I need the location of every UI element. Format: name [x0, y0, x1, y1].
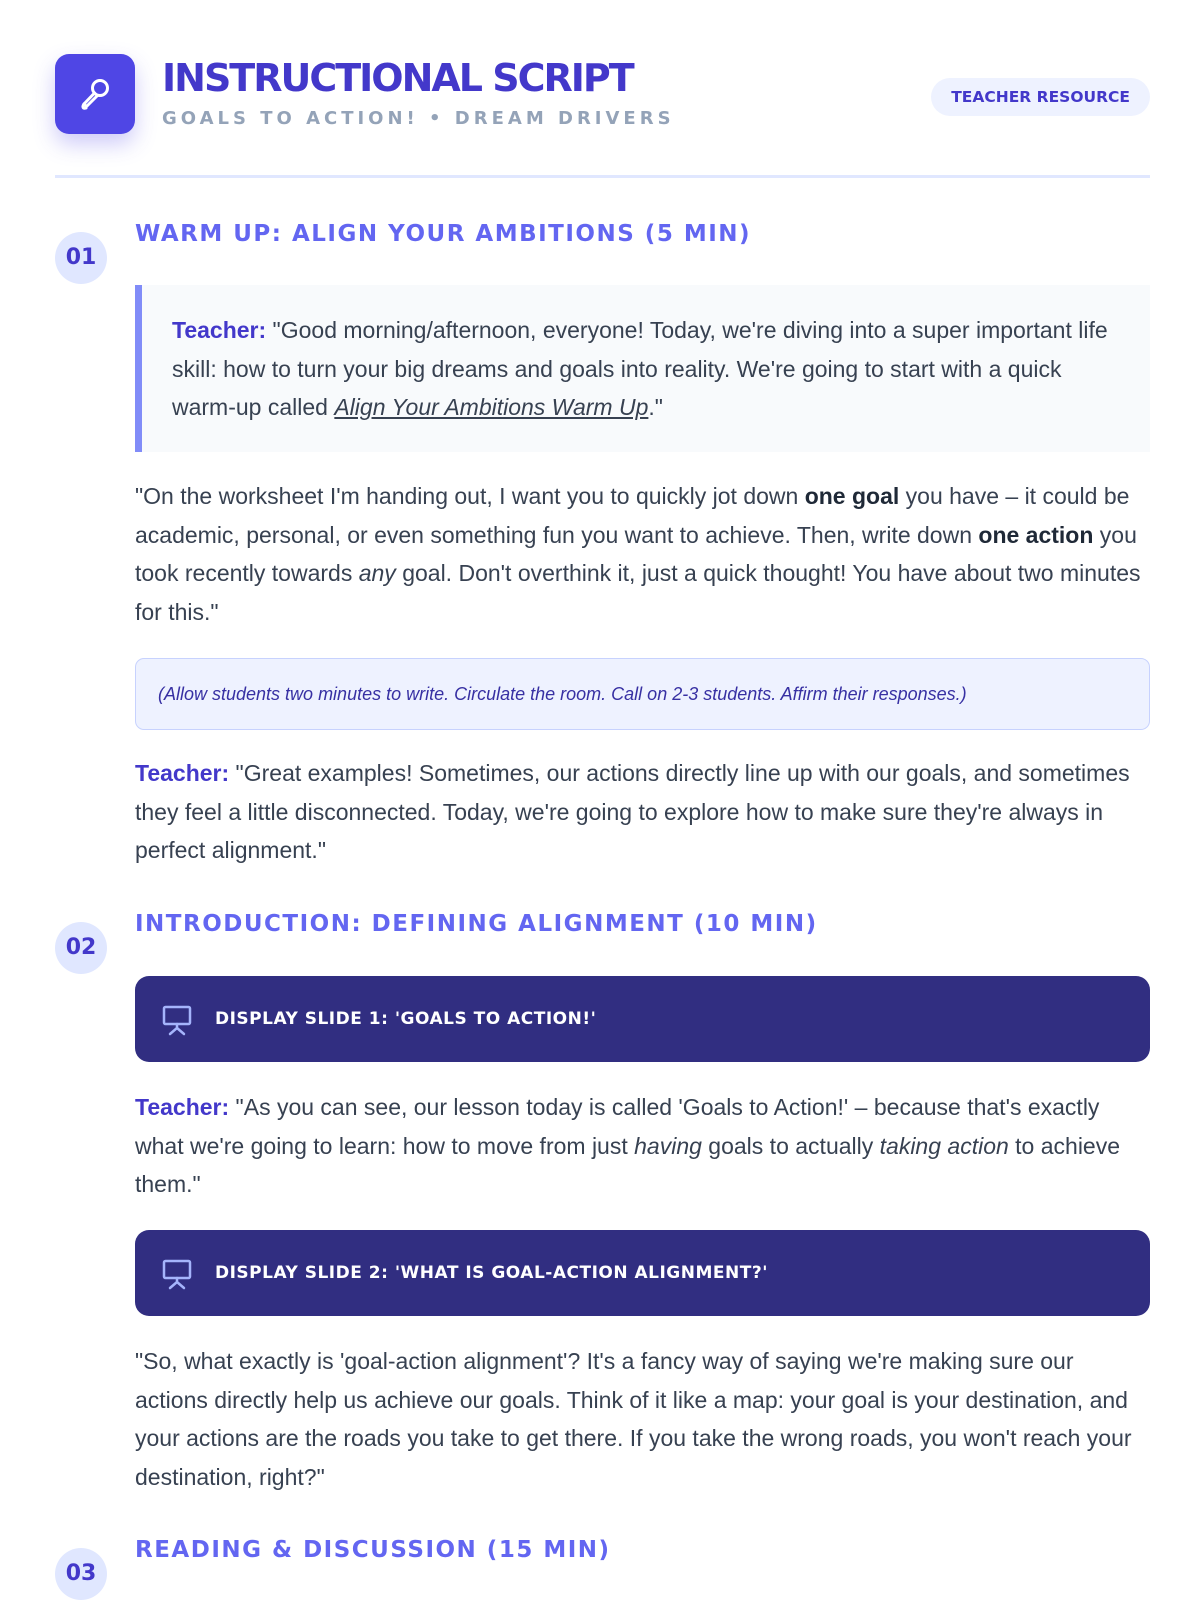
page-header: [55, 54, 1150, 134]
text-run: goals to actually: [701, 1132, 880, 1159]
bold-one-action: one action: [978, 521, 1094, 548]
text-run: goal. Don't overthink it, just a quick thought! You have about two minutes for this.": [135, 560, 1141, 625]
worksheet-paragraph: [135, 477, 1150, 631]
bold-one-goal: one goal: [804, 483, 900, 509]
section-title: INTRODUCTION: DEFINING ALIGNMENT (10 MIN): [135, 911, 818, 937]
alignment-paragraph: "So, what exactly is 'goal-action alignment'? It's a fancy way of saying we're making sure our actions directly help us achieve our goals. Think of it like a map: your goal is your destination, and your actions are the roads you take to get there. If you take the wrong roads, you won't reach your destination, right?": [135, 1348, 1132, 1490]
intro-paragraph: [135, 1088, 1150, 1204]
worksheet-instructions: [135, 477, 1150, 631]
slide-1-banner: [135, 976, 1150, 1062]
closing-text: "Great examples! Sometimes, our actions directly line up with our goals, and sometimes they feel a little disconnected. Today, we're going to explore how to make sure they're always in perfect alignment.": [135, 760, 1130, 863]
italic-having: having: [634, 1132, 702, 1159]
quote-text-before: "Good morning/afternoon, everyone! Today, we're diving into a super important life skill: how to turn your big dreams and goals into reality. We're going to start with a quick warm-up called: [172, 317, 1108, 420]
quote-text-after: .": [648, 394, 663, 420]
alignment-explanation: [135, 1342, 1150, 1496]
text-run: you have – it could be academic, personal, or even something fun you want to achieve. Then, write down: [135, 483, 1130, 548]
section-number: 01: [55, 232, 107, 284]
page-subtitle: GOALS TO ACTION! • DREAM DRIVERS: [162, 108, 675, 129]
italic-taking-action: taking action: [879, 1132, 1009, 1159]
text-run: you took recently towards: [135, 521, 1137, 586]
section-number: 03: [55, 1548, 107, 1600]
text-run: "As you can see, our lesson today is called 'Goals to Action!' – because that's exactly what we're going to learn: how to move from just: [135, 1094, 1100, 1159]
slide-2-banner: [135, 1230, 1150, 1316]
teacher-intro: [135, 1088, 1150, 1204]
section-number: 02: [55, 922, 107, 974]
logo: [55, 54, 135, 134]
section-title: READING & DISCUSSION (15 MIN): [135, 1537, 611, 1563]
teacher-quote-text: [172, 311, 1120, 427]
page-title: INSTRUCTIONAL SCRIPT: [162, 56, 633, 100]
warm-up-link[interactable]: Align Your Ambitions Warm Up: [334, 394, 649, 420]
slide-2-label: DISPLAY SLIDE 2: 'WHAT IS GOAL-ACTION ALIGNMENT?': [215, 1263, 768, 1283]
section-title: WARM UP: ALIGN YOUR AMBITIONS (5 MIN): [135, 221, 752, 247]
text-run: "On the worksheet I'm handing out, I want you to quickly jot down: [135, 483, 805, 509]
italic-any: any: [358, 560, 396, 586]
text-run: to achieve them.": [135, 1132, 1121, 1197]
teacher-closing: [135, 754, 1150, 870]
header-divider: [55, 175, 1150, 178]
slide-1-label: DISPLAY SLIDE 1: 'GOALS TO ACTION!': [215, 1009, 597, 1029]
stage-direction-note: (Allow students two minutes to write. Circulate the room. Call on 2-3 students. Affirm their responses.): [135, 658, 1150, 730]
speaker-label: Teacher:: [172, 317, 267, 343]
closing-paragraph: [135, 754, 1150, 870]
speaker-label: Teacher:: [135, 1094, 230, 1120]
teacher-quote-box: [135, 285, 1150, 452]
teacher-resource-badge: TEACHER RESOURCE: [931, 78, 1150, 116]
speaker-label: Teacher:: [135, 760, 230, 786]
